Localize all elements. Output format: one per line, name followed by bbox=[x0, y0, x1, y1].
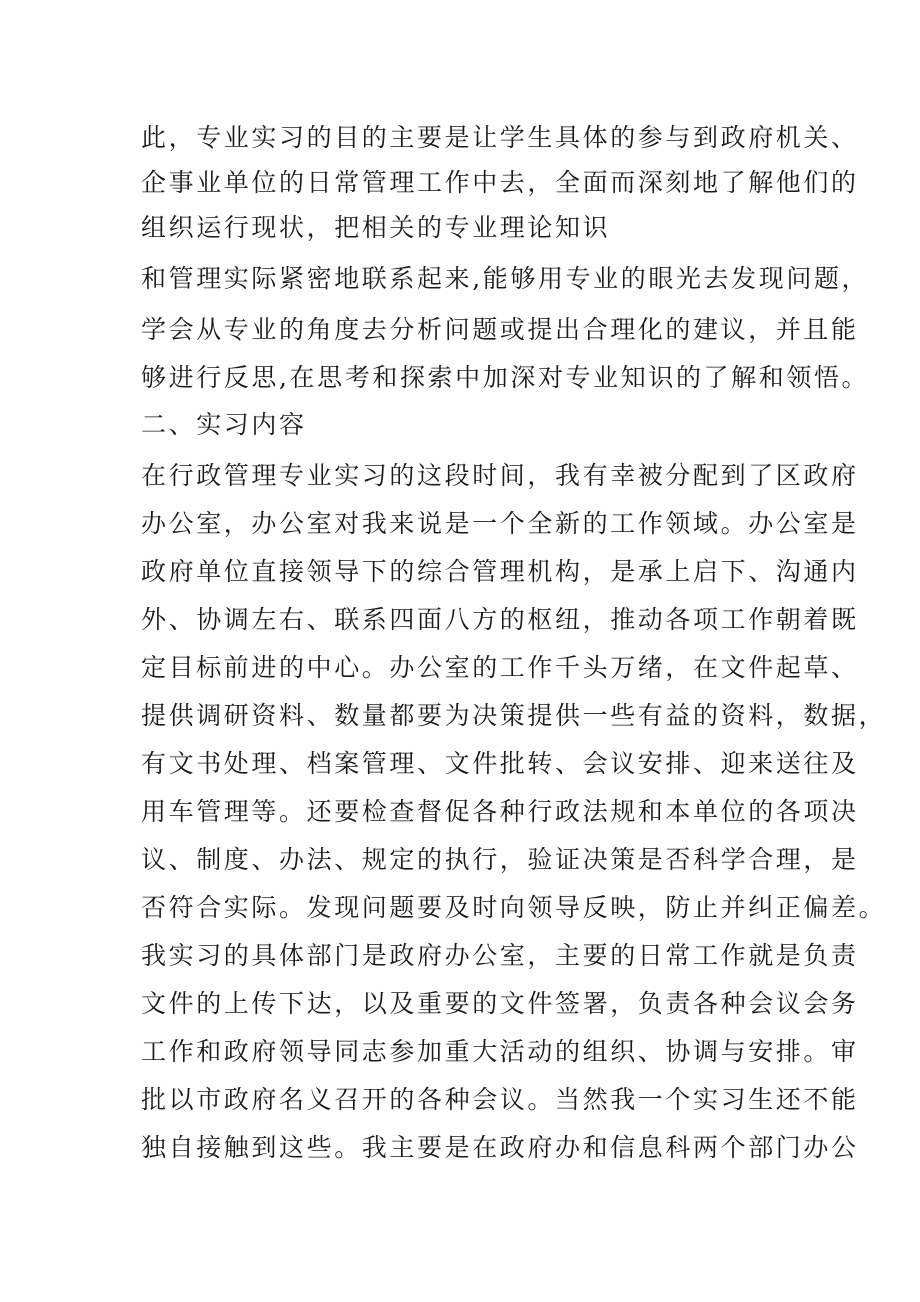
text-line: 我实习的具体部门是政府办公室，主要的日常工作就是负责 bbox=[141, 941, 859, 970]
text-line: 文件的上传下达，以及重要的文件签署，负责各种会议会务 bbox=[141, 989, 859, 1018]
text-line: 提供调研资料、数量都要为决策提供一些有益的资料，数据， bbox=[141, 701, 887, 730]
section-heading: 二、实习内容 bbox=[141, 410, 307, 439]
text-line: 学会从专业的角度去分析问题或提出合理化的建议，并且能 bbox=[141, 315, 859, 344]
text-line: 办公室，办公室对我来说是一个全新的工作领域。办公室是 bbox=[141, 509, 859, 538]
text-line: 组织运行现状，把相关的专业理论知识 bbox=[141, 213, 611, 242]
text-line: 独自接触到这些。我主要是在政府办和信息科两个部门办公 bbox=[141, 1133, 859, 1162]
text-line: 在行政管理专业实习的这段时间，我有幸被分配到了区政府 bbox=[141, 461, 859, 490]
text-line: 工作和政府领导同志参加重大活动的组织、协调与安排。审 bbox=[141, 1037, 859, 1066]
text-line: 定目标前进的中心。办公室的工作千头万绪，在文件起草、 bbox=[141, 653, 859, 682]
text-line: 有文书处理、档案管理、文件批转、会议安排、迎来送往及 bbox=[141, 749, 859, 778]
text-line: 外、协调左右、联系四面八方的枢纽，推动各项工作朝着既 bbox=[141, 605, 859, 634]
text-line: 企事业单位的日常管理工作中去，全面而深刻地了解他们的 bbox=[141, 168, 859, 197]
text-line: 政府单位直接领导下的综合管理机构，是承上启下、沟通内 bbox=[141, 557, 859, 586]
text-line: 议、制度、办法、规定的执行，验证决策是否科学合理，是 bbox=[141, 845, 859, 874]
text-line: 此，专业实习的目的主要是让学生具体的参与到政府机关、 bbox=[141, 123, 859, 152]
text-line: 否符合实际。发现问题要及时向领导反映，防止并纠正偏差。 bbox=[141, 893, 887, 922]
text-line: 批以市政府名义召开的各种会议。当然我一个实习生还不能 bbox=[141, 1085, 859, 1114]
text-line: 用车管理等。还要检查督促各种行政法规和本单位的各项决 bbox=[141, 797, 859, 826]
text-line: 够进行反思,在思考和探索中加深对专业知识的了解和领悟。 bbox=[141, 363, 870, 392]
text-line: 和管理实际紧密地联系起来,能够用专业的眼光去发现问题， bbox=[141, 264, 870, 293]
